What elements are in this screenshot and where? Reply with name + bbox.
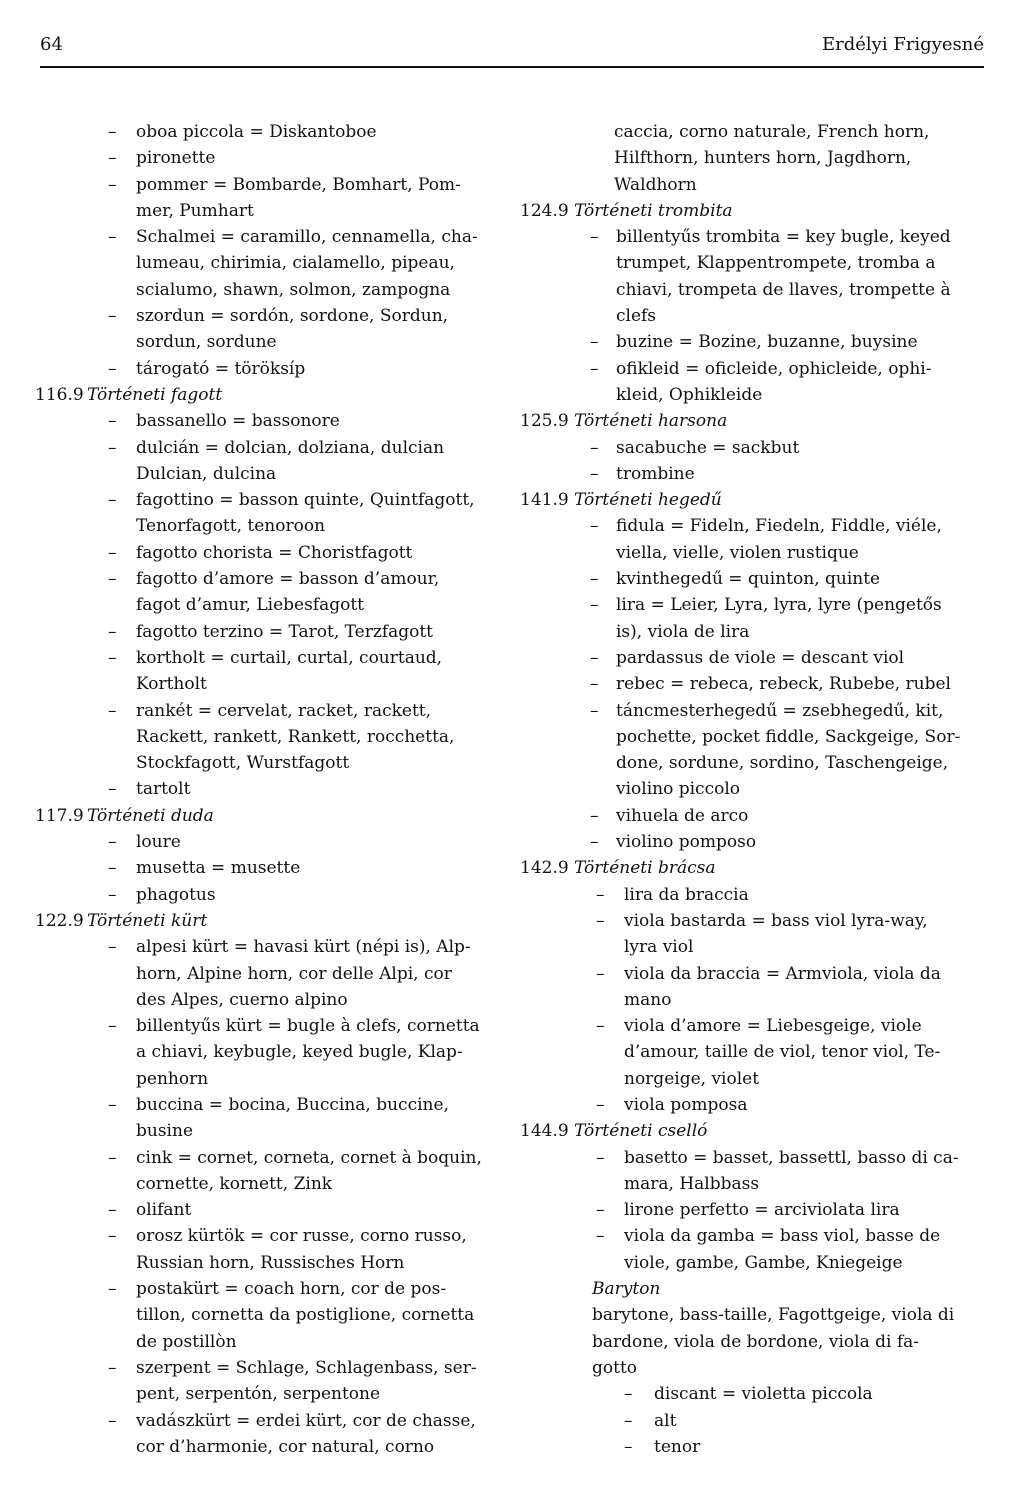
entry-text: Schalmei = caramillo, cennamella, cha- [136,227,478,248]
entry-line [520,698,992,724]
entry-text: cor d’harmonie, cor natural, corno [136,1436,435,1457]
entry-continuation [520,934,992,960]
entry-line [520,1013,992,1039]
entry-text: violino pomposo [616,832,757,853]
entry-text: viola pomposa [624,1094,748,1115]
entry-text: Tenorfagott, tenoroon [136,516,326,537]
entry-line [80,408,510,434]
entry-continuation [520,540,992,566]
entry-text: kortholt = curtail, curtal, courtaud, [136,647,443,668]
entry-text: bassanello = bassonore [136,411,340,432]
entry-dash: – [108,437,117,458]
entry-dash: – [108,174,117,195]
entry-dash: – [596,1147,605,1168]
entry-dash: – [108,1016,117,1037]
entry-dash: – [108,1094,117,1115]
entry-continuation [80,961,510,987]
entry-dash: – [590,674,599,695]
entry-text: sacabuche = sackbut [616,437,800,458]
entry-line [80,356,510,382]
entry-continuation [520,172,992,198]
entry-dash: – [108,1226,117,1247]
entry-text: fagotto terzino = Tarot, Terzfagott [136,621,434,642]
entry-continuation [520,1302,992,1328]
entry-text: horn, Alpine horn, cor delle Alpi, cor [136,963,452,984]
entry-text: fagot d’amur, Liebesfagott [136,595,364,616]
entry-text: done, sordune, sordino, Taschengeige, [616,753,949,774]
entry-text: táncmesterhegedű = zsebhegedű, kit, [616,700,944,721]
entry-dash: – [596,1094,605,1115]
entry-line [80,698,510,724]
entry-text: fagottino = basson quinte, Quintfagott, [136,490,475,511]
entry-continuation [520,277,992,303]
entry-line [80,303,510,329]
entry-continuation [80,513,510,539]
entry-continuation [520,987,992,1013]
entry-text: busine [136,1121,194,1142]
category-title: Történeti fagott [87,384,223,405]
running-head-author: Erdélyi Frigyesné [822,34,984,55]
entry-line [520,461,992,487]
entry-line [80,566,510,592]
entry-continuation [80,1434,510,1460]
entry-text: oboa piccola = Diskantoboe [136,122,377,142]
entry-text: vadászkürt = erdei kürt, cor de chasse, [136,1410,476,1431]
entry-line [520,592,992,618]
entry-continuation [80,461,510,487]
entry-continuation [520,1355,992,1381]
entry-text: viola da braccia = Armviola, viola da [624,963,941,984]
entry-text: mer, Pumhart [136,200,254,221]
entry-dash: – [624,1436,633,1457]
entry-line [520,1145,992,1171]
entry-dash: – [108,148,117,169]
entry-dash: – [108,1200,117,1221]
entry-dash: – [590,463,599,484]
page-header [40,30,984,60]
entry-text: dulcián = dolcian, dolziana, dulcian [136,437,445,458]
category-title: Történeti duda [87,805,214,826]
entry-line [80,224,510,250]
entry-dash: – [596,1200,605,1221]
entry-line [80,172,510,198]
entry-text: basetto = basset, bassettl, basso di ca- [624,1147,959,1168]
entry-text: scialumo, shawn, solmon, zampogna [136,279,451,300]
entry-line [80,1408,510,1434]
entry-continuation [80,987,510,1013]
entry-dash: – [108,779,117,800]
entry-dash: – [624,1410,633,1431]
entry-continuation [520,250,992,276]
entry-text: loure [136,832,181,853]
entry-line [520,224,992,250]
category-title: Történeti hegedű [574,490,722,511]
entry-line [80,435,510,461]
entry-line [80,1013,510,1039]
entry-line [520,513,992,539]
category-title: Történeti brácsa [574,858,716,879]
entry-dash: – [590,227,599,248]
entry-text: phagotus [136,884,216,905]
entry-text: de postillòn [136,1331,237,1352]
entry-line [520,961,992,987]
entry-dash: – [108,542,117,563]
entry-line [520,829,992,855]
entry-line [520,1381,992,1407]
entry-continuation [520,1066,992,1092]
entry-text: buccina = bocina, Buccina, buccine, [136,1094,449,1115]
right-column [520,119,992,1460]
entry-dash: – [596,1226,605,1247]
entry-line [80,855,510,881]
entry-continuation [520,303,992,329]
entry-text: a chiavi, keybugle, keyed bugle, Klap- [136,1042,463,1063]
entry-text: d’amour, taille de viol, tenor viol, Te- [624,1042,941,1063]
entry-text: fidula = Fideln, Fiedeln, Fiddle, viéle, [616,516,942,537]
entry-text: musetta = musette [136,858,301,879]
entry-line [520,1092,992,1118]
entry-dash: – [596,910,605,931]
entry-text: barytone, bass-taille, Fagottgeige, viola di [592,1305,955,1326]
entry-text: Dulcian, dulcina [136,463,277,484]
entry-text: clefs [616,306,657,327]
entry-line [80,619,510,645]
entry-line [520,671,992,697]
entry-dash: – [108,832,117,853]
category-number: 122.9 [35,910,84,931]
category-number: 141.9 [520,490,569,511]
entry-line [80,1145,510,1171]
entry-text: Stockfagott, Wurstfagott [136,753,350,774]
entry-dash: – [590,595,599,616]
entry-text: pironette [136,148,216,169]
entry-text: pochette, pocket fiddle, Sackgeige, Sor- [616,726,961,747]
entry-continuation [520,750,992,776]
category-number: 144.9 [520,1121,569,1142]
subheading-line [520,1276,992,1302]
entry-text: szordun = sordón, sordone, Sordun, [136,306,449,327]
entry-line [520,435,992,461]
category-number: 142.9 [520,858,569,879]
category-heading [520,1118,992,1144]
entry-dash: – [590,832,599,853]
entry-line [80,882,510,908]
entry-text: cink = cornet, corneta, cornet à boquin, [136,1147,482,1168]
entry-line [520,329,992,355]
category-heading [0,803,510,829]
entry-text: gotto [592,1357,638,1378]
entry-dash: – [108,569,117,590]
entry-continuation [520,724,992,750]
entry-text: des Alpes, cuerno alpino [136,989,348,1010]
entry-text: pardassus de viole = descant viol [616,647,905,668]
entry-continuation [80,1302,510,1328]
entry-text: vihuela de arco [616,805,749,826]
entry-line [80,1092,510,1118]
entry-text: lira da braccia [624,884,749,905]
entry-text: caccia, corno naturale, French horn, [614,122,930,142]
entry-dash: – [108,621,117,642]
entry-text: tillon, cornetta da postiglione, cornetta [136,1305,475,1326]
entry-text: viola da gamba = bass viol, basse de [624,1226,941,1247]
entry-dash: – [108,306,117,327]
entry-continuation [520,1329,992,1355]
entry-text: kleid, Ophikleide [616,384,763,405]
entry-text: postakürt = coach horn, cor de pos- [136,1279,447,1300]
entry-text: rankét = cervelat, racket, rackett, [136,700,432,721]
category-title: Történeti cselló [574,1121,708,1142]
entry-line [80,776,510,802]
entry-continuation [80,1329,510,1355]
entry-dash: – [596,884,605,905]
entry-dash: – [624,1384,633,1405]
entry-dash: – [108,1357,117,1378]
entry-line [80,1223,510,1249]
entry-continuation [80,592,510,618]
entry-line [80,1276,510,1302]
entry-line [520,908,992,934]
entry-dash: – [108,122,117,142]
entry-text: viola bastarda = bass viol lyra-way, [624,910,928,931]
entry-dash: – [108,884,117,905]
category-title: Történeti trombita [574,200,733,221]
entry-continuation [80,1118,510,1144]
entry-dash: – [590,358,599,379]
page-number: 64 [40,34,63,55]
entry-continuation [80,1381,510,1407]
entry-continuation [520,619,992,645]
entry-text: orosz kürtök = cor russe, corno russo, [136,1226,467,1247]
entry-dash: – [590,569,599,590]
entry-line [80,645,510,671]
entry-line [80,1197,510,1223]
entry-text: szerpent = Schlage, Schlagenbass, ser- [136,1357,477,1378]
entry-text: lyra viol [624,937,694,958]
entry-dash: – [590,332,599,353]
entry-line [520,645,992,671]
entry-dash: – [108,1147,117,1168]
entry-line [520,1223,992,1249]
entry-text: mara, Halbbass [624,1173,760,1194]
entry-text: trombine [616,463,695,484]
entry-text: penhorn [136,1068,209,1089]
entry-dash: – [596,1016,605,1037]
category-heading [0,908,510,934]
entry-text: is), viola de lira [616,621,750,642]
category-heading [0,382,510,408]
entry-text: viella, vielle, violen rustique [616,542,859,563]
entry-continuation [80,1066,510,1092]
entry-text: bardone, viola de bordone, viola di fa- [592,1331,920,1352]
entry-continuation [520,382,992,408]
entry-continuation [80,329,510,355]
entry-text: viola d’amore = Liebesgeige, viole [624,1016,922,1037]
entry-continuation [520,776,992,802]
entry-dash: – [108,700,117,721]
category-title: Történeti kürt [87,910,208,931]
entry-continuation [80,671,510,697]
category-number: 116.9 [35,384,84,405]
entry-line [520,356,992,382]
entry-line [80,119,510,145]
entry-text: Rackett, rankett, Rankett, rocchetta, [136,726,455,747]
entry-text: rebec = rebeca, rebeck, Rubebe, rubel [616,674,951,695]
entry-text: pent, serpentón, serpentone [136,1384,381,1405]
entry-continuation [520,119,992,145]
entry-line [80,540,510,566]
entry-dash: – [590,647,599,668]
entry-line [80,487,510,513]
entry-text: violino piccolo [616,779,741,800]
entry-text: lirone perfetto = arciviolata lira [624,1200,900,1221]
entry-dash: – [108,1410,117,1431]
entry-dash: – [108,411,117,432]
entry-text: billentyűs trombita = key bugle, keyed [616,227,951,248]
entry-dash: – [590,700,599,721]
entry-text: lira = Leier, Lyra, lyra, lyre (pengetős [616,595,942,616]
entry-continuation [520,1171,992,1197]
entry-text: cornette, kornett, Zink [136,1173,333,1194]
entry-continuation [80,1171,510,1197]
entry-continuation [80,198,510,224]
entry-line [80,934,510,960]
entry-line [520,803,992,829]
entry-continuation [80,724,510,750]
category-heading [520,855,992,881]
entry-continuation [80,750,510,776]
entry-line [80,1355,510,1381]
entry-dash: – [590,437,599,458]
entry-text: tartolt [136,779,191,800]
entry-continuation [520,1250,992,1276]
entry-dash: – [108,647,117,668]
entry-text: alt [654,1410,677,1431]
entry-dash: – [590,805,599,826]
category-title: Történeti harsona [574,411,728,432]
entry-text: kvinthegedű = quinton, quinte [616,569,881,590]
entry-dash: – [108,358,117,379]
category-number: 124.9 [520,200,569,221]
entry-line [520,882,992,908]
entry-text: chiavi, trompeta de llaves, trompette à [616,279,951,300]
entry-line [520,1197,992,1223]
entry-text: buzine = Bozine, buzanne, buysine [616,332,918,353]
entry-line [80,829,510,855]
entry-text: olifant [136,1200,192,1221]
category-number: 117.9 [35,805,84,826]
category-heading [520,487,992,513]
entry-dash: – [590,516,599,537]
entry-text: lumeau, chirimia, cialamello, pipeau, [136,253,455,274]
entry-text: fagotto chorista = Choristfagott [136,542,413,563]
header-rule [40,66,984,68]
entry-text: Hilfthorn, hunters horn, Jagdhorn, [614,148,912,169]
entry-dash: – [108,937,117,958]
entry-text: Russian horn, Russisches Horn [136,1252,405,1273]
entry-text: alpesi kürt = havasi kürt (népi is), Alp- [136,937,471,958]
category-number: 125.9 [520,411,569,432]
entry-dash: – [108,1279,117,1300]
category-heading [520,408,992,434]
entry-line [520,566,992,592]
entry-text: norgeige, violet [624,1068,760,1089]
entry-text: ofikleid = oficleide, ophicleide, ophi- [616,358,932,379]
entry-text: Waldhorn [614,174,697,195]
entry-continuation [80,250,510,276]
entry-dash: – [108,227,117,248]
entry-line [80,145,510,171]
left-column [35,119,510,1460]
entry-text: trumpet, Klappentrompete, tromba a [616,253,936,274]
entry-text: tárogató = töröksíp [136,358,306,379]
entry-text: fagotto d’amore = basson d’amour, [136,569,440,590]
entry-line [520,1408,992,1434]
entry-text: tenor [654,1436,701,1457]
entry-text: Kortholt [136,674,207,695]
entry-dash: – [108,490,117,511]
entry-continuation [520,1039,992,1065]
entry-line [520,1434,992,1460]
entry-text: billentyűs kürt = bugle à clefs, cornetta [136,1016,480,1037]
entry-text: viole, gambe, Gambe, Kniegeige [624,1252,903,1273]
entry-text: mano [624,989,672,1010]
entry-text: sordun, sordune [136,332,277,353]
entry-text: pommer = Bombarde, Bomhart, Pom- [136,174,461,195]
entry-continuation [520,145,992,171]
entry-continuation [80,1250,510,1276]
entry-continuation [80,277,510,303]
entry-text: discant = violetta piccola [654,1384,873,1405]
subheading-text: Baryton [592,1279,661,1300]
entry-continuation [80,1039,510,1065]
category-heading [520,198,992,224]
entry-dash: – [596,963,605,984]
entry-dash: – [108,858,117,879]
